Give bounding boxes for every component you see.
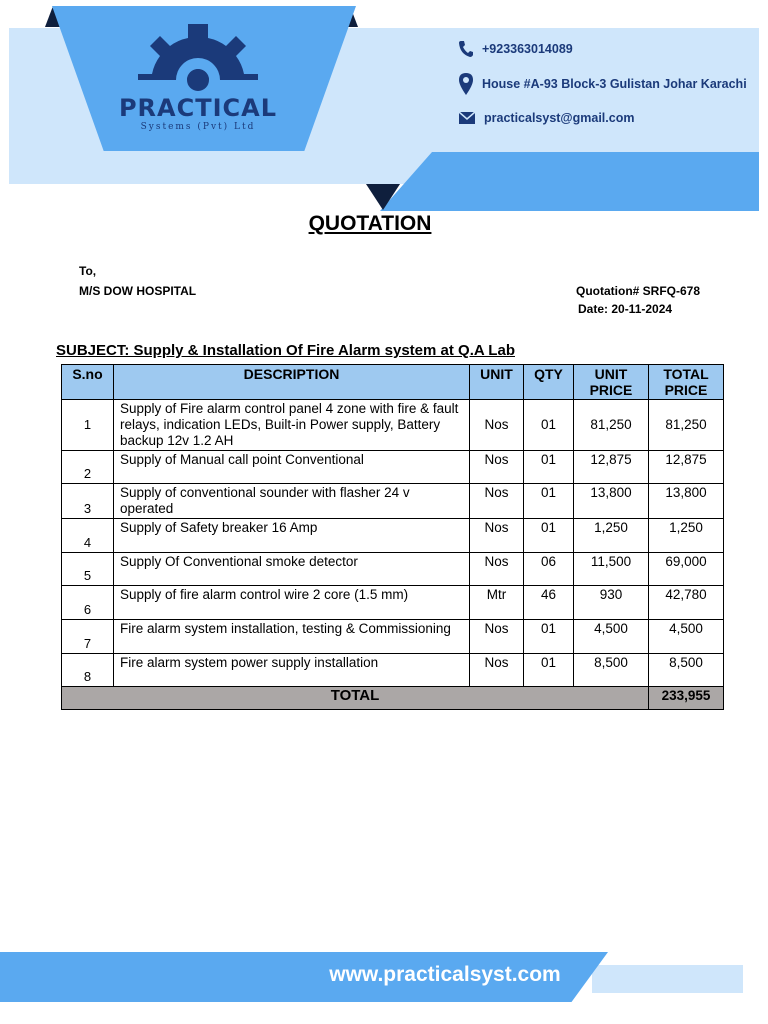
header-total-price: TOTAL PRICE [649, 365, 724, 400]
footer-light-band [592, 965, 743, 993]
row-description: Supply of Safety breaker 16 Amp [114, 519, 470, 553]
table-header-row [62, 365, 724, 400]
row-sno: 7 [62, 620, 114, 654]
row-qty: 01 [524, 519, 574, 553]
contact-address [458, 72, 747, 96]
row-unit-price: 81,250 [574, 400, 649, 451]
header-description: DESCRIPTION [114, 365, 470, 400]
row-total: 4,500 [649, 620, 724, 654]
row-qty: 01 [524, 484, 574, 519]
row-unit-price: 8,500 [574, 654, 649, 687]
row-unit: Nos [470, 654, 524, 687]
row-sno: 3 [62, 484, 114, 519]
header-qty: QTY [524, 365, 574, 400]
table-row [62, 451, 724, 484]
footer-website-link[interactable]: www.practicalsyst.com [329, 963, 561, 986]
quotation-table [61, 364, 724, 710]
brand-subtitle: Systems (Pvt) Ltd [140, 122, 256, 132]
row-qty: 01 [524, 451, 574, 484]
row-unit: Nos [470, 484, 524, 519]
row-unit: Nos [470, 553, 524, 586]
row-total: 69,000 [649, 553, 724, 586]
row-sno: 6 [62, 586, 114, 620]
row-unit-price: 930 [574, 586, 649, 620]
table-row [62, 400, 724, 451]
contact-email[interactable] [458, 111, 634, 125]
row-unit-price: 1,250 [574, 519, 649, 553]
row-unit-price: 12,875 [574, 451, 649, 484]
total-value: 233,955 [649, 687, 724, 710]
row-qty: 46 [524, 586, 574, 620]
corner-triangle-bottom [366, 184, 400, 210]
row-qty: 06 [524, 553, 574, 586]
table-row [62, 654, 724, 687]
row-description: Supply Of Conventional smoke detector [114, 553, 470, 586]
row-qty: 01 [524, 654, 574, 687]
row-description: Supply of conventional sounder with flasher 24 v operated [114, 484, 470, 519]
row-unit: Nos [470, 620, 524, 654]
row-description: Supply of fire alarm control wire 2 core (1.5 mm) [114, 586, 470, 620]
row-total: 81,250 [649, 400, 724, 451]
quotation-number: Quotation# SRFQ-678 [576, 284, 701, 298]
row-total: 8,500 [649, 654, 724, 687]
row-description: Fire alarm system power supply installation [114, 654, 470, 687]
quotation-date: Date: 20-11-2024 [578, 302, 673, 316]
contact-email-text: practicalsyst@gmail.com [484, 111, 635, 125]
mail-icon [458, 111, 476, 125]
header-unit: UNIT [470, 365, 524, 400]
header-sno: S.no [62, 365, 114, 400]
row-description: Fire alarm system installation, testing & Commissioning [114, 620, 470, 654]
row-unit-price: 11,500 [574, 553, 649, 586]
table-row [62, 519, 724, 553]
row-total: 13,800 [649, 484, 724, 519]
header-accent-band [380, 152, 759, 211]
row-sno: 1 [62, 400, 114, 451]
row-unit-price: 4,500 [574, 620, 649, 654]
row-description: Supply of Manual call point Conventional [114, 451, 470, 484]
contact-address-text: House #A-93 Block-3 Gulistan Johar Karachi [482, 77, 747, 91]
row-qty: 01 [524, 620, 574, 654]
table-row [62, 553, 724, 586]
gear-logo-icon [136, 18, 260, 98]
table-row [62, 484, 724, 519]
header-unit-price: UNIT PRICE [574, 365, 649, 400]
row-sno: 4 [62, 519, 114, 553]
recipient-name: M/S DOW HOSPITAL [79, 284, 197, 298]
subject-line: SUBJECT: Supply & Installation Of Fire Alarm system at Q.A Lab [56, 342, 515, 359]
location-pin-icon [458, 72, 474, 96]
phone-icon [458, 40, 474, 58]
contact-phone-text: +923363014089 [482, 42, 573, 56]
brand-name: PRACTICAL [118, 94, 278, 122]
table-row [62, 620, 724, 654]
row-unit-price: 13,800 [574, 484, 649, 519]
row-description: Supply of Fire alarm control panel 4 zone with fire & fault relays, indication LEDs, Built-in Power supply, Battery backup 12v 1.2 AH [114, 400, 470, 451]
contact-phone[interactable] [458, 40, 573, 58]
row-unit: Nos [470, 519, 524, 553]
row-unit: Mtr [470, 586, 524, 620]
row-unit: Nos [470, 400, 524, 451]
row-sno: 2 [62, 451, 114, 484]
to-label: To, [79, 264, 97, 278]
row-unit: Nos [470, 451, 524, 484]
table-row [62, 586, 724, 620]
row-total: 12,875 [649, 451, 724, 484]
row-total: 42,780 [649, 586, 724, 620]
document-title: QUOTATION [308, 212, 432, 235]
total-label: TOTAL [62, 687, 649, 710]
row-sno: 8 [62, 654, 114, 687]
row-total: 1,250 [649, 519, 724, 553]
total-row [62, 687, 724, 710]
row-sno: 5 [62, 553, 114, 586]
row-qty: 01 [524, 400, 574, 451]
